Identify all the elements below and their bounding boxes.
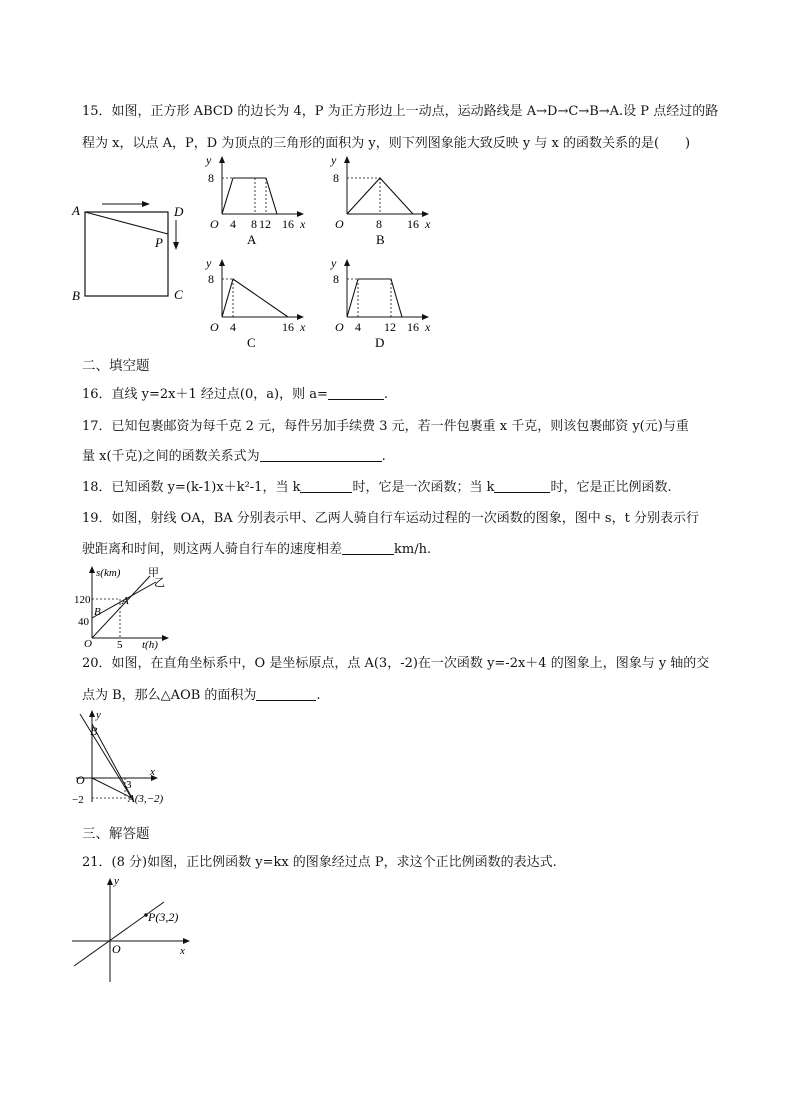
svg-text:x: x xyxy=(425,217,431,231)
q20-answer-blank[interactable] xyxy=(256,686,316,701)
svg-text:8: 8 xyxy=(208,272,214,286)
q17-answer-blank[interactable] xyxy=(260,447,382,462)
svg-text:8: 8 xyxy=(251,217,257,231)
graph-a-label: A xyxy=(247,232,257,247)
svg-text:P(3,2): P(3,2) xyxy=(148,910,179,924)
svg-text:40: 40 xyxy=(78,616,89,628)
svg-text:12: 12 xyxy=(384,320,396,334)
svg-text:y: y xyxy=(331,153,337,167)
svg-text:B: B xyxy=(90,724,98,738)
graph-c-label: C xyxy=(247,335,256,350)
svg-text:x: x xyxy=(150,766,155,778)
svg-text:x: x xyxy=(300,320,306,334)
q18-answer-blank-2[interactable] xyxy=(494,478,550,493)
svg-text:O: O xyxy=(210,320,219,334)
q19-graph xyxy=(74,562,174,652)
svg-text:4: 4 xyxy=(230,217,236,231)
graph-d-curve xyxy=(347,279,402,317)
svg-text:甲: 甲 xyxy=(148,567,159,579)
svg-text:y: y xyxy=(206,256,212,270)
q15-graph-d xyxy=(325,255,435,350)
q16-text: 16．直线 y=2x＋1 经过点(0，a)，则 a= . xyxy=(82,387,388,402)
graph-c-curve xyxy=(222,279,288,317)
segment-ap xyxy=(85,212,168,234)
svg-text:12: 12 xyxy=(259,217,271,231)
svg-text:x: x xyxy=(300,217,306,231)
svg-text:y: y xyxy=(114,875,119,887)
label-b: B xyxy=(72,288,80,303)
label-a: A xyxy=(72,203,80,218)
svg-text:8: 8 xyxy=(376,217,382,231)
svg-text:O: O xyxy=(335,320,344,334)
svg-text:O: O xyxy=(210,217,219,231)
q20-text-line2: 点为 B，那么△AOB 的面积为 . xyxy=(82,688,321,703)
q20-graph xyxy=(70,708,180,808)
label-p: P xyxy=(155,235,163,250)
svg-text:O: O xyxy=(84,638,92,650)
svg-text:16: 16 xyxy=(407,217,419,231)
q16-answer-blank[interactable] xyxy=(328,385,384,400)
svg-text:5: 5 xyxy=(117,639,123,651)
svg-text:3: 3 xyxy=(126,779,132,791)
svg-text:120: 120 xyxy=(74,594,91,606)
q20-text-line1: 20．如图，在直角坐标系中，O 是坐标原点，点 A(3，-2)在一次函数 y=-2x＋4 的图象上，图象与 y 轴的交 xyxy=(82,656,710,671)
svg-text:s(km): s(km) xyxy=(96,567,121,579)
q21-graph xyxy=(68,874,198,984)
svg-text:8: 8 xyxy=(208,171,214,185)
svg-text:O: O xyxy=(76,773,85,787)
q15-graph-a xyxy=(200,152,310,247)
q15-graph-b xyxy=(325,152,435,247)
graph-a-curve xyxy=(222,178,277,214)
section-answer-heading: 三、解答题 xyxy=(82,826,150,842)
q17-text-line1: 17．已知包裹邮资为每千克 2 元，每件另加手续费 3 元，若一件包裹重 x 千克，则该包裹邮资 y(元)与重 xyxy=(82,419,689,434)
svg-text:8: 8 xyxy=(333,171,339,185)
q18-answer-blank-1[interactable] xyxy=(300,478,352,493)
q19-text-line2: 驶距离和时间，则这两人骑自行车的速度相差 km/h. xyxy=(82,542,432,557)
q19-text-line1: 19．如图，射线 OA，BA 分别表示甲、乙两人骑自行车运动过程的一次函数的图象，图中 s，t 分别表示行 xyxy=(82,511,699,526)
q15-square-figure xyxy=(70,196,190,306)
svg-text:y: y xyxy=(96,709,101,721)
q15-text-line2: 程为 x，以点 A，P，D 为顶点的三角形的面积为 y，则下列图象能大致反映 y 与 x 的函数关系的是( ) xyxy=(82,136,691,151)
svg-text:16: 16 xyxy=(282,217,294,231)
svg-text:16: 16 xyxy=(282,320,294,334)
svg-text:−2: −2 xyxy=(72,794,84,806)
q17-text-line2: 量 x(千克)之间的函数关系式为 . xyxy=(82,449,386,464)
graph-b-label: B xyxy=(376,232,385,247)
q19-answer-blank[interactable] xyxy=(342,540,394,555)
svg-text:8: 8 xyxy=(333,272,339,286)
square-abcd xyxy=(85,212,168,296)
q15-text-line1: 15．如图，正方形 ABCD 的边长为 4，P 为正方形边上一动点，运动路线是 A→D→C→B→A.设 P 点经过的路 xyxy=(82,104,719,119)
svg-text:4: 4 xyxy=(355,320,361,334)
graph-d-label: D xyxy=(375,335,385,350)
svg-text:B: B xyxy=(94,606,101,618)
svg-text:乙: 乙 xyxy=(154,577,165,589)
svg-text:y: y xyxy=(331,256,337,270)
svg-text:t(h): t(h) xyxy=(142,639,158,651)
svg-text:x: x xyxy=(180,945,185,957)
section-fill-in-heading: 二、填空题 xyxy=(82,358,150,374)
label-c: C xyxy=(174,287,183,302)
svg-text:O: O xyxy=(112,942,121,956)
svg-text:O: O xyxy=(335,217,344,231)
svg-text:A: A xyxy=(122,595,129,607)
svg-text:4: 4 xyxy=(230,320,236,334)
q15-graph-c xyxy=(200,255,310,350)
svg-text:x: x xyxy=(425,320,431,334)
svg-text:16: 16 xyxy=(407,320,419,334)
svg-text:y: y xyxy=(206,153,212,167)
q21-text: 21．(8 分)如图，正比例函数 y=kx 的图象经过点 P，求这个正比例函数的表达式. xyxy=(82,855,557,870)
svg-text:A(3,−2): A(3,−2) xyxy=(128,793,164,805)
q18-text: 18．已知函数 y=(k-1)x＋k²-1，当 k 时，它是一次函数；当 k 时，它是正比例函数. xyxy=(82,480,672,495)
label-d: D xyxy=(174,204,184,219)
